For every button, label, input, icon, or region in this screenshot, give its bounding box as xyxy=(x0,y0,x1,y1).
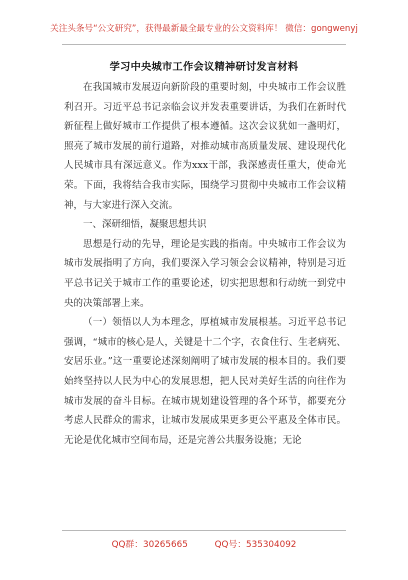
section-heading: 一、深研细悟，凝聚思想共识 xyxy=(83,219,207,231)
footer-qq-group: QQ群：30265665 xyxy=(111,540,188,550)
header-divider xyxy=(62,44,346,45)
document-body xyxy=(64,78,346,450)
footer xyxy=(0,537,408,550)
paragraph-subsection-1: （一）领悟以人为本理念，厚植城市发展根基。习近平总书记强调，“城市的核心是人，关键是十二个字，衣食住行、生老病死、安居乐业。”这一重要论述深刻阐明了城市发展的根本目的。我们要始终坚持以人民为中心的发展思想，把人民对美好生活的向往作为城市发展的奋斗目标。在城市规划建设管理的各个环节，都要充分考虑人民群众的需求，让城市发展成果更多更公平惠及全体市民。无论是优化城市空间布局，还是完善公共服务设施；无论 xyxy=(64,317,346,446)
footer-divider xyxy=(62,530,346,531)
paragraph-intro: 在我国城市发展迈向新阶段的重要时刻，中央城市工作会议胜利召开。习近平总书记亲临会议并发表重要讲话，为我们在新时代新征程上做好城市工作提供了根本遵循。这次会议犹如一盏明灯，照亮了城市发展的前行道路，对推动城市高质量发展、建设现代化人民城市具有深远意义。作为xxx干部，我深感责任重大，使命光荣。下面，我将结合我市实际，围绕学习贯彻中央城市工作会议精神，与大家进行深入交流。 xyxy=(64,82,346,211)
document-title: 学习中央城市工作会议精神研讨发言材料 xyxy=(109,61,299,73)
header-note: 关注头条号“公文研究”，获得最新最全最专业的公文资料库！ 微信：gongwenyj xyxy=(50,24,358,34)
footer-qq-number: QQ号：535304092 xyxy=(214,540,297,550)
paragraph-section-1: 思想是行动的先导，理论是实践的指南。中央城市工作会议为城市发展指明了方向，我们要深入学习领会会议精神，特别是习近平总书记关于城市工作的重要论述，切实把思想和行动统一到党中央的决策部署上来。 xyxy=(64,238,346,309)
